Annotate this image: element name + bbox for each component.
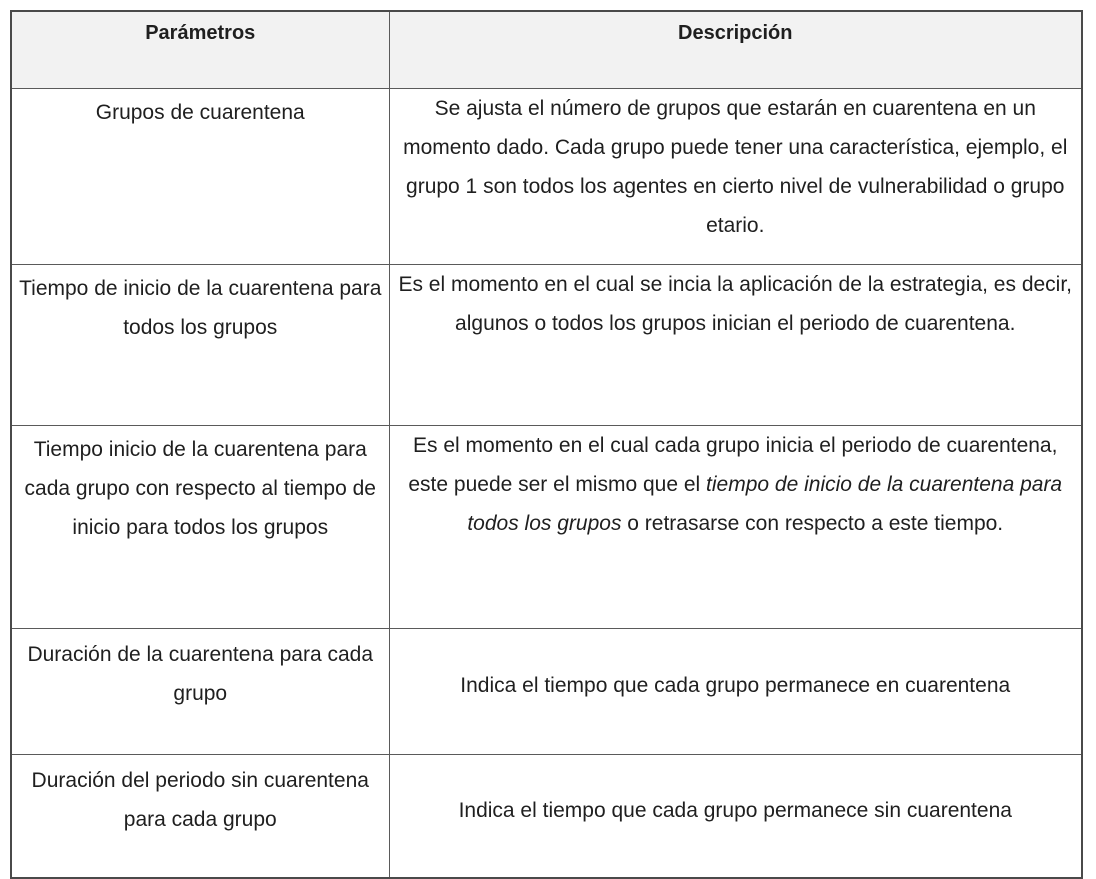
desc-text-italic-reference: tiempo de inicio de la cuarentena para todos los grupos [467,473,1063,535]
table-row [11,629,1082,755]
parameters-table [10,10,1083,879]
desc-text-after: o retrasarse con respecto a este tiempo. [621,512,1004,535]
table-row [11,89,1082,265]
param-cell: Duración de la cuarentena para cada grupo [11,629,389,755]
desc-text-before: Es el momento en el cual cada grupo inicia el periodo de cuarentena, este puede ser el mismo que el [408,434,1058,496]
table-row [11,426,1082,629]
param-cell: Tiempo inicio de la cuarentena para cada grupo con respecto al tiempo de inicio para todos los grupos [11,426,389,629]
desc-cell: Es el momento en el cual se incia la aplicación de la estrategia, es decir, algunos o todos los grupos inician el periodo de cuarentena. [389,265,1082,426]
header-parametros: Parámetros [11,11,389,89]
table-body [11,89,1082,879]
desc-cell: Indica el tiempo que cada grupo permanece sin cuarentena [389,755,1082,879]
table-header [11,11,1082,89]
param-cell: Duración del periodo sin cuarentena para cada grupo [11,755,389,879]
desc-cell: Se ajusta el número de grupos que estarán en cuarentena en un momento dado. Cada grupo puede tener una característica, ejemplo, el grupo 1 son todos los agentes en cierto nivel de vulnerabilidad o grupo etario. [389,89,1082,265]
param-cell: Tiempo de inicio de la cuarentena para todos los grupos [11,265,389,426]
table-row [11,265,1082,426]
header-row [11,11,1082,89]
header-descripcion: Descripción [389,11,1082,89]
table-row [11,755,1082,879]
desc-cell [389,426,1082,629]
param-cell: Grupos de cuarentena [11,89,389,265]
desc-cell: Indica el tiempo que cada grupo permanece en cuarentena [389,629,1082,755]
